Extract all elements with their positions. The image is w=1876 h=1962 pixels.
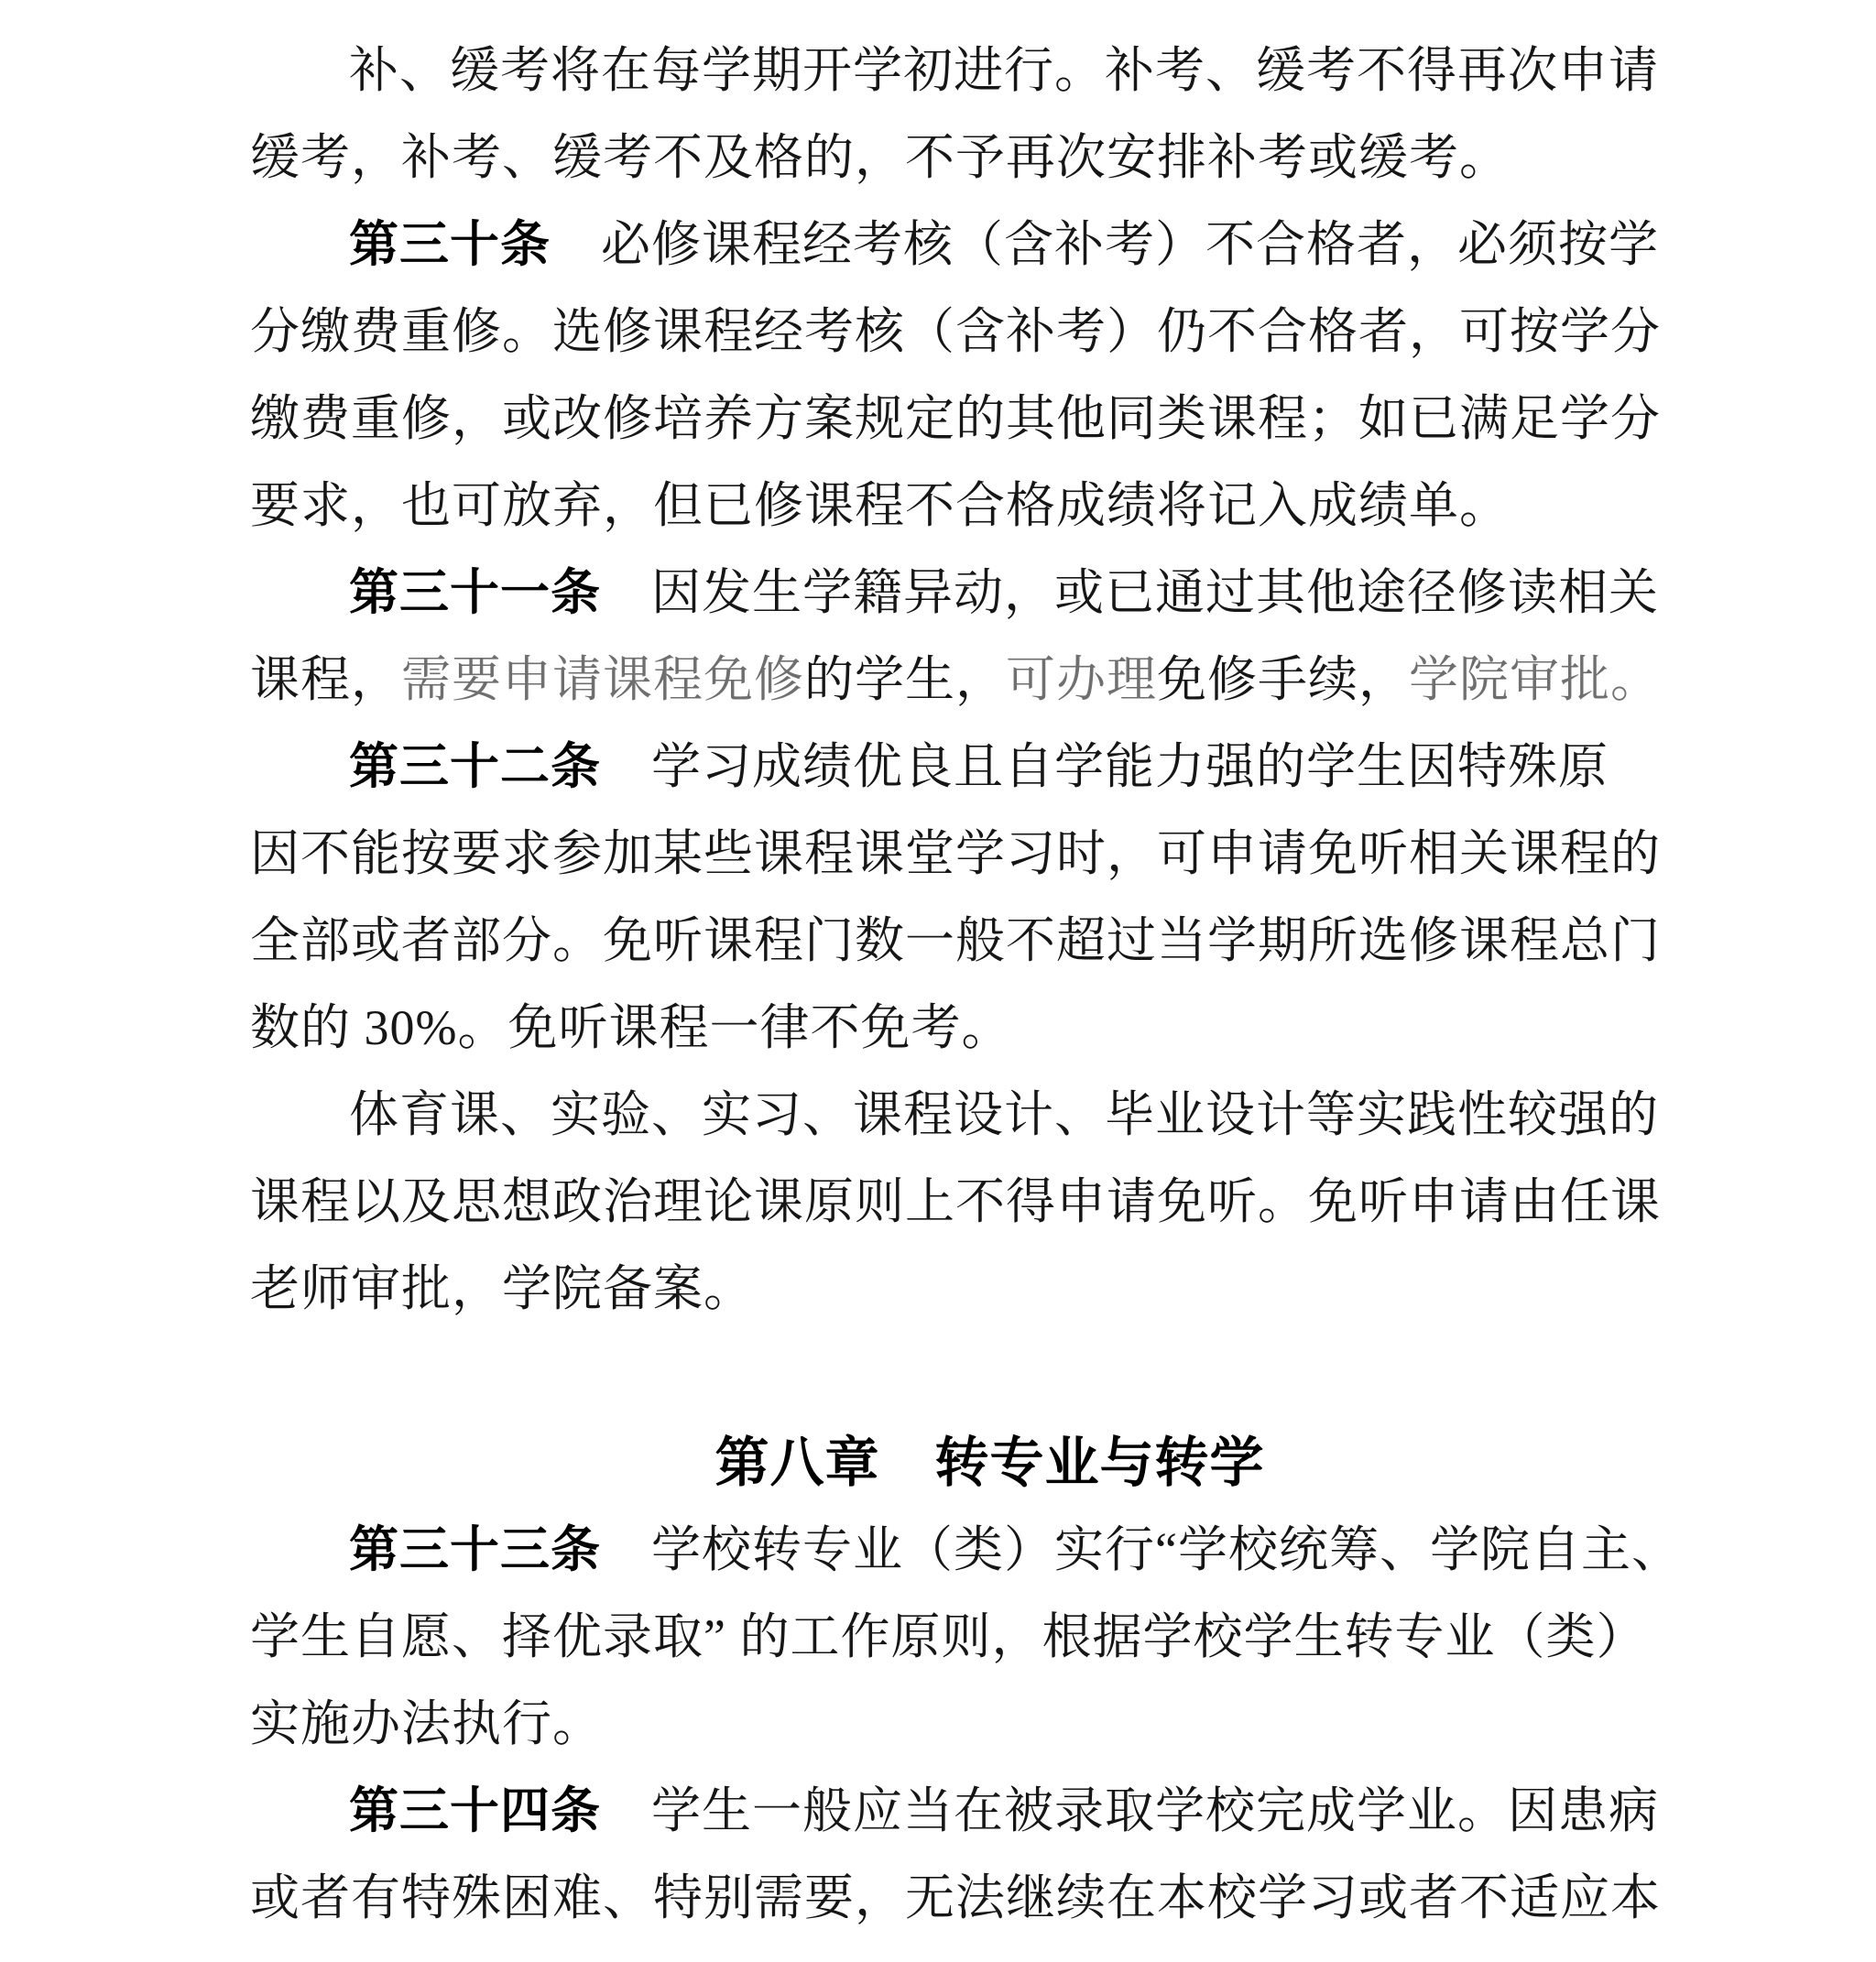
text-segment: 补、缓考将在每学期开学初进行。补考、缓考不得再次申请 bbox=[349, 43, 1659, 98]
text-segment: 数的 30%。免听课程一律不免考。 bbox=[250, 1000, 1012, 1055]
document-line bbox=[250, 1072, 1729, 1159]
text-segment: 学习成绩优良且自学能力强的学生因特殊原 bbox=[601, 739, 1609, 794]
document-line bbox=[250, 1594, 1729, 1681]
document-line bbox=[250, 202, 1729, 289]
document-line bbox=[250, 811, 1729, 898]
gray-text-segment: 可办理 bbox=[1006, 652, 1157, 707]
document-line bbox=[250, 1681, 1729, 1768]
text-segment: 课程以及思想政治理论课原则上不得申请免听。免听申请由任课 bbox=[250, 1174, 1661, 1229]
document-line bbox=[250, 1855, 1729, 1942]
text-segment: 的学生， bbox=[804, 652, 1006, 707]
document-line bbox=[250, 114, 1729, 202]
text-segment: 体育课、实验、实习、课程设计、毕业设计等实践性较强的 bbox=[349, 1087, 1659, 1142]
text-segment: 必修课程经考核（含补考）不合格者，必须按学 bbox=[551, 217, 1659, 272]
text-segment: 或者有特殊困难、特别需要，无法继续在本校学习或者不适应本 bbox=[250, 1870, 1661, 1925]
document-line bbox=[250, 463, 1729, 550]
text-segment: 学生自愿、择优录取” 的工作原则，根据学校学生转专业（类） bbox=[250, 1609, 1647, 1664]
text-segment: 要求，也可放弃，但已修课程不合格成绩将记入成绩单。 bbox=[250, 478, 1510, 533]
chapter-heading-text: 第八章 转专业与转学 bbox=[714, 1433, 1265, 1493]
text-segment: 学校转专业（类）实行“学校统筹、学院自主、 bbox=[601, 1522, 1682, 1577]
text-segment: 分缴费重修。选修课程经考核（含补考）仍不合格者，可按学分 bbox=[250, 304, 1661, 359]
document-line bbox=[250, 1768, 1729, 1855]
text-segment: 课程， bbox=[250, 652, 401, 707]
text-segment: 免修手续， bbox=[1157, 652, 1409, 707]
text-segment: 缴费重修，或改修培养方案规定的其他同类课程；如已满足学分 bbox=[250, 391, 1661, 446]
text-segment: 缓考，补考、缓考不及格的，不予再次安排补考或缓考。 bbox=[250, 130, 1510, 185]
document-line bbox=[250, 550, 1729, 637]
article-number-label: 第三十四条 bbox=[349, 1783, 601, 1838]
chapter-heading bbox=[250, 1420, 1729, 1507]
gray-text-segment: 学院审批。 bbox=[1409, 652, 1661, 707]
document-line bbox=[250, 985, 1729, 1072]
article-number-label: 第三十条 bbox=[349, 217, 551, 272]
document-line bbox=[250, 898, 1729, 985]
gray-text-segment: 需要申请课程免修 bbox=[401, 652, 804, 707]
article-number-label: 第三十一条 bbox=[349, 565, 601, 620]
text-segment: 学生一般应当在被录取学校完成学业。因患病 bbox=[601, 1783, 1659, 1838]
document-line bbox=[250, 724, 1729, 811]
article-number-label: 第三十三条 bbox=[349, 1522, 601, 1577]
blank-line bbox=[250, 1333, 1729, 1420]
text-segment: 实施办法执行。 bbox=[250, 1696, 603, 1751]
article-number-label: 第三十二条 bbox=[349, 739, 601, 794]
document-line bbox=[250, 1507, 1729, 1594]
text-segment: 因发生学籍异动，或已通过其他途径修读相关 bbox=[601, 565, 1659, 620]
document-line bbox=[250, 27, 1729, 114]
text-segment: 老师审批，学院备案。 bbox=[250, 1261, 754, 1316]
document-line bbox=[250, 637, 1729, 724]
document-line bbox=[250, 376, 1729, 463]
document-line bbox=[250, 1246, 1729, 1333]
document-line bbox=[250, 1159, 1729, 1246]
document-line bbox=[250, 289, 1729, 376]
text-segment: 全部或者部分。免听课程门数一般不超过当学期所选修课程总门 bbox=[250, 913, 1661, 968]
text-segment: 因不能按要求参加某些课程课堂学习时，可申请免听相关课程的 bbox=[250, 826, 1661, 881]
